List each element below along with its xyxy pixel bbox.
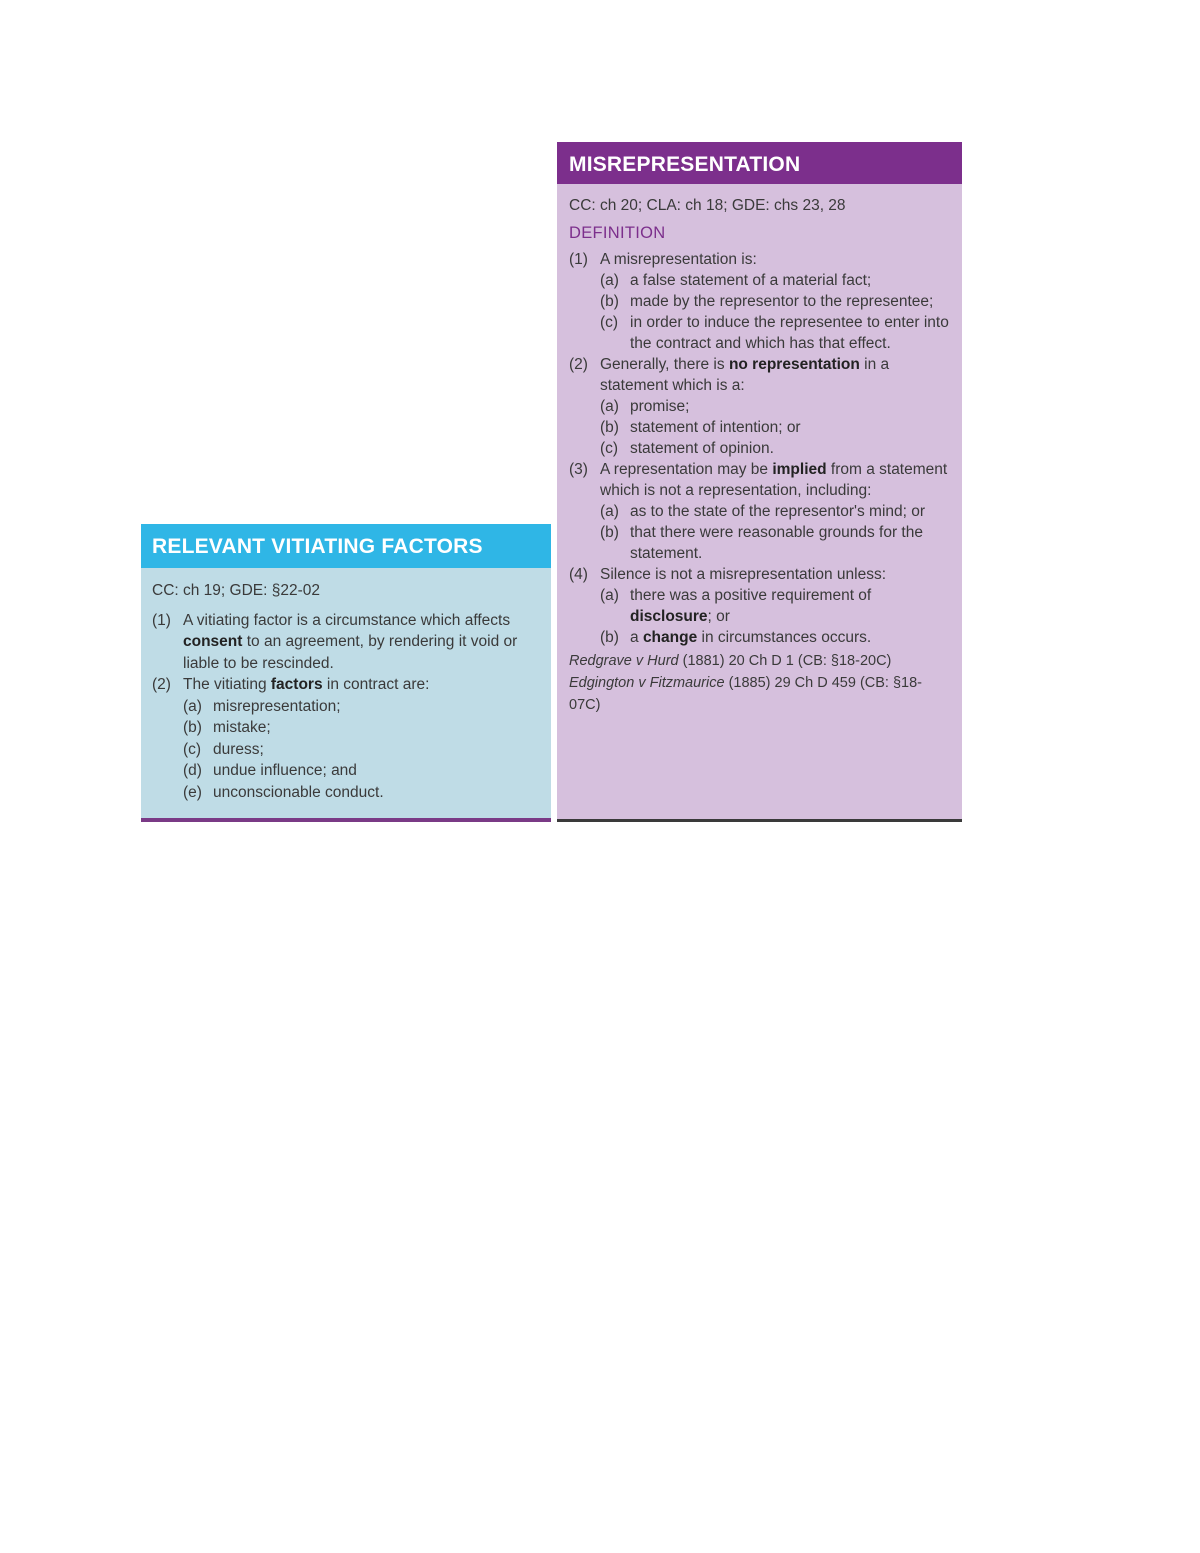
- vitiating-factors-card: [141, 524, 551, 822]
- sub-item: [600, 627, 952, 648]
- sub-text: misrepresentation;: [213, 697, 341, 715]
- vitiating-item-1: [152, 610, 541, 675]
- item-text: [600, 354, 952, 396]
- item-text-pre: A vitiating factor is a circumstance which affects: [183, 611, 511, 629]
- sub-item: [600, 312, 952, 354]
- sub-letter: (a): [600, 503, 619, 520]
- item-number: (2): [152, 676, 171, 693]
- item-text-bold: no representation: [728, 356, 860, 373]
- sub-item: [600, 417, 952, 438]
- item-text: [600, 459, 952, 501]
- sub-item: [600, 501, 952, 522]
- item-text: [183, 610, 541, 675]
- sub-item: [183, 782, 541, 804]
- sub-text: undue influence; and: [213, 762, 357, 779]
- misrepresentation-refs: CC: ch 20; CLA: ch 18; GDE: chs 23, 28: [569, 197, 846, 214]
- sub-letter: (d): [183, 762, 202, 779]
- item-number: (3): [569, 461, 588, 478]
- misrepresentation-title: MISREPRESENTATION: [557, 142, 962, 184]
- sub-item: [183, 760, 541, 782]
- sub-text-pre: there was a positive requirement of: [630, 587, 872, 604]
- definition-item-4: [569, 564, 952, 585]
- item-text-bold: consent: [183, 633, 243, 650]
- sub-letter: (a): [600, 587, 619, 604]
- item-text: Silence is not a misrepresentation unless:: [600, 566, 887, 583]
- sub-letter: (c): [600, 314, 619, 331]
- item-text-pre: The vitiating: [183, 676, 271, 693]
- item-number: (1): [152, 611, 171, 629]
- item-text-bold: factors: [270, 676, 323, 693]
- sub-letter: (b): [600, 419, 619, 436]
- misrepresentation-body: [557, 184, 962, 716]
- item-number: (2): [569, 356, 588, 373]
- case-cite: (1885) 29 Ch D 459 (CB: §18-07C): [569, 675, 923, 713]
- sub-item: [600, 270, 952, 291]
- vitiating-factors-body: [141, 568, 551, 803]
- sub-text: that there were reasonable grounds for the statement.: [630, 524, 923, 562]
- vitiating-factors-title: RELEVANT VITIATING FACTORS: [141, 524, 551, 568]
- sub-text-bold: disclosure: [630, 608, 708, 625]
- sub-text: duress;: [213, 740, 264, 758]
- vitiating-factors-refs: CC: ch 19; GDE: §22-02: [152, 582, 320, 599]
- item-text-post: to an agreement, by rendering it void or liable to be rescinded.: [183, 633, 518, 672]
- case-name: Redgrave v Hurd: [569, 653, 679, 669]
- sub-letter: (b): [600, 524, 619, 541]
- sub-text: statement of intention; or: [630, 419, 801, 436]
- definition-heading: DEFINITION: [569, 224, 666, 242]
- vitiating-sublist: [152, 696, 541, 804]
- sub-letter: (b): [183, 719, 202, 736]
- sub-text: mistake;: [213, 719, 271, 736]
- item-text-pre: Generally, there is: [600, 356, 729, 373]
- sub-letter: (a): [600, 398, 619, 415]
- misrepresentation-card: [557, 142, 962, 822]
- sub-text: unconscionable conduct.: [213, 783, 384, 801]
- item-text-post: in contract are:: [322, 676, 430, 693]
- sub-item: [600, 396, 952, 417]
- sub-item: [183, 739, 541, 761]
- sub-item: [183, 717, 541, 739]
- sub-text-pre: a: [630, 629, 643, 646]
- item-text-post: from a statement which is not a representation, including:: [600, 461, 948, 499]
- item-text-post: in a statement which is a:: [600, 356, 890, 394]
- sub-letter: (e): [183, 783, 202, 801]
- sub-item: [600, 438, 952, 459]
- case-citation: [569, 650, 952, 672]
- sub-letter: (c): [600, 440, 619, 457]
- sub-letter: (b): [600, 629, 619, 646]
- sub-letter: (b): [600, 293, 619, 310]
- item-text: [183, 674, 541, 696]
- sub-text: a false statement of a material fact;: [630, 272, 872, 289]
- definition-sublist-2: [569, 396, 952, 459]
- definition-item-2: [569, 354, 952, 396]
- sub-text-post: in circumstances occurs.: [697, 629, 872, 646]
- sub-text: as to the state of the representor's mind; or: [630, 503, 926, 520]
- sub-text: [630, 585, 952, 627]
- vitiating-item-2: [152, 674, 541, 696]
- definition-item-1: [569, 249, 952, 270]
- sub-item: [600, 585, 952, 627]
- sub-text: made by the representor to the representee;: [630, 293, 934, 310]
- case-citation: [569, 672, 952, 716]
- definition-item-3: [569, 459, 952, 501]
- sub-item: [600, 291, 952, 312]
- sub-text-post: ; or: [707, 608, 730, 625]
- item-text: A misrepresentation is:: [600, 251, 757, 268]
- definition-sublist-3: [569, 501, 952, 564]
- item-text-pre: A representation may be: [600, 461, 773, 478]
- sub-item: [600, 522, 952, 564]
- item-text-bold: implied: [772, 461, 827, 478]
- sub-text: [630, 627, 952, 648]
- case-cite: (1881) 20 Ch D 1 (CB: §18-20C): [678, 653, 892, 669]
- sub-item: [183, 696, 541, 718]
- sub-text: promise;: [630, 398, 690, 415]
- sub-letter: (c): [183, 740, 202, 758]
- definition-sublist-4: [569, 585, 952, 648]
- definition-sublist-1: [569, 270, 952, 354]
- item-number: (4): [569, 566, 588, 583]
- case-name: Edgington v Fitzmaurice: [569, 675, 725, 691]
- sub-text-bold: change: [642, 629, 698, 646]
- sub-letter: (a): [183, 697, 202, 715]
- sub-letter: (a): [600, 272, 619, 289]
- item-number: (1): [569, 251, 588, 268]
- sub-text: in order to induce the representee to enter into the contract and which has that effect.: [630, 314, 949, 352]
- sub-text: statement of opinion.: [630, 440, 774, 457]
